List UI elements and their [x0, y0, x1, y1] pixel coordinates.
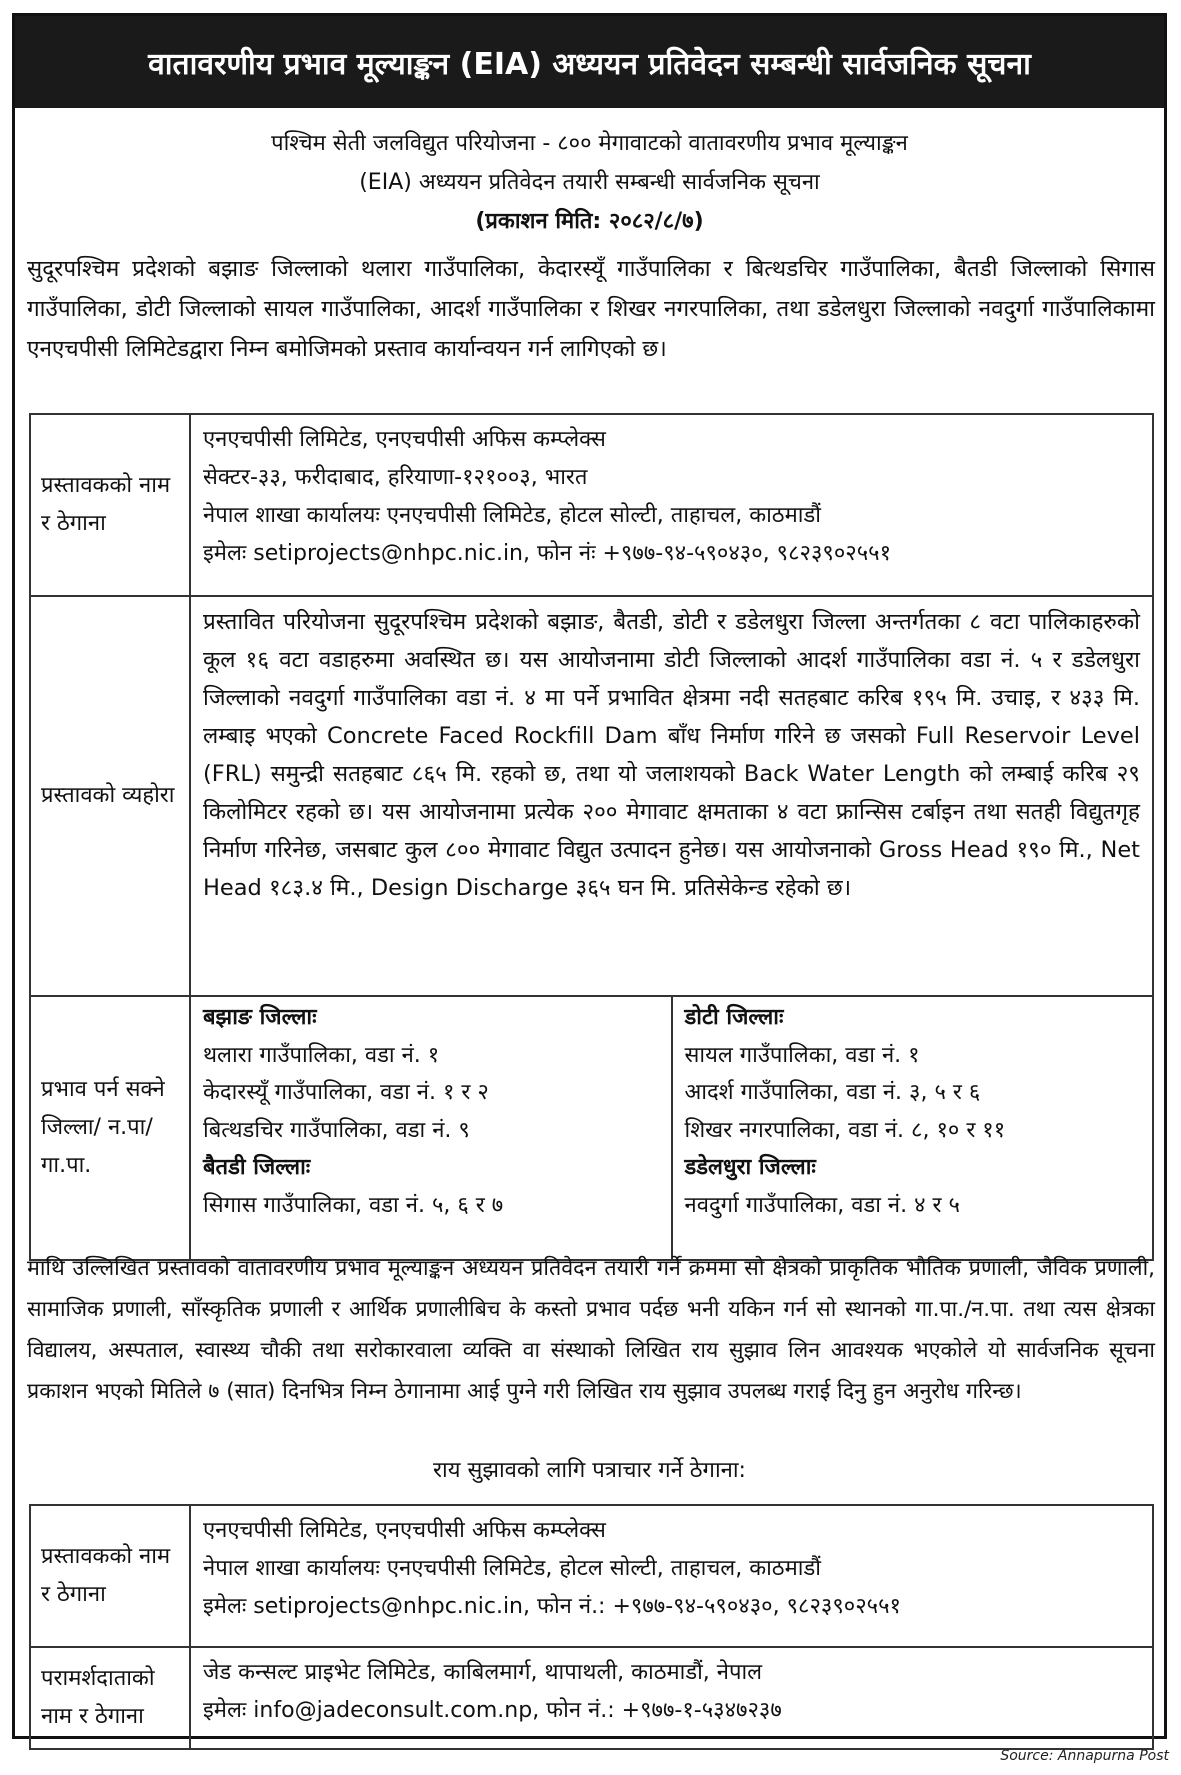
proponent-label: प्रस्तावकको नाम र ठेगाना — [30, 1505, 190, 1647]
proponent-line: एनएचपीसी लिमिटेड, एनएचपीसी अफिस कम्प्लेक्स — [203, 1518, 606, 1543]
consultant-contact: इमेलः info@jadeconsult.com.np, फोन नं.: +९७७-१-५३४७२३७ — [203, 1698, 782, 1723]
proponent-line: एनएचपीसी लिमिटेड, एनएचपीसी अफिस कम्प्लेक्स — [203, 427, 606, 452]
publication-date: (प्रकाशन मिति: २०८२/८/७) — [475, 209, 704, 234]
municipality-item: शिखर नगरपालिका, वडा नं. ८, १० र ११ — [684, 1117, 1006, 1143]
district-heading: डोटी जिल्लाः — [684, 1005, 784, 1030]
proponent-label: प्रस्तावकको नाम र ठेगाना — [30, 414, 190, 596]
district-heading: बझाङ जिल्लाः — [203, 1005, 317, 1030]
notice-banner — [15, 16, 1164, 108]
municipality-item: बित्थडचिर गाउँपालिका, वडा नं. ९ — [203, 1117, 470, 1143]
description-text: प्रस्तावित परियोजना सुदूरपश्चिम प्रदेशको बझाङ, बैतडी, डोटी र डडेलधुरा जिल्ला अन्तर्गतका ८ वटा पालिकाहरुको कूल १६ वटा वडाहरुमा अवस्थित छ। यस आयोजनामा डोटी जिल्लाको आदर्श गाउँपालिका वडा नं. ५ र डडेलधुरा जिल्लाको नवदुर्गा गाउँपालिका वडा नं. ४ मा पर्ने प्रभावित क्षेत्रमा नदी सतहबाट करिब १९५ मि. उचाइ, र ४३३ मि. लम्बाइ भएको Concrete Faced Rockfill Dam बाँध निर्माण गरिने छ जसको Full Reservoir Level (FRL) समुन्द्री सतहबाट ८६५ मि. रहको छ, तथा यो जलाशयको Back Water Length को लम्बाई करिब २९ किलोमिटर रहको छ। यस आयोजनामा प्रत्येक २०० मेगावाट क्षमताका ४ वटा फ्रान्सिस टर्बाइन तथा सतही विद्युतगृह निर्माण गरिनेछ, जसबाट कुल ८०० मेगावाट विद्युत उत्पादन हुनेछ। यस आयोजनाको Gross Head १९० मि., Net Head १८३.४ मि., Design Discharge ३६५ घन मि. प्रतिसेकेन्ड रहेको छ। — [190, 596, 1153, 996]
municipality-item: केदारस्यूँ गाउँपालिका, वडा नं. १ र २ — [203, 1080, 489, 1105]
project-details-table — [29, 413, 1154, 1261]
banner-title: वातावरणीय प्रभाव मूल्याङ्कन (EIA) अध्ययन प्रतिवेदन सम्बन्धी सार्वजनिक सूचना — [148, 46, 1031, 82]
municipality-item: नवदुर्गा गाउँपालिका, वडा नं. ४ र ५ — [684, 1192, 960, 1218]
correspondence-table — [29, 1504, 1154, 1750]
municipality-item: सिगास गाउँपालिका, वडा नं. ५, ६ र ७ — [203, 1192, 504, 1218]
affected-areas-cell — [190, 996, 1153, 1260]
municipality-item: सायल गाउँपालिका, वडा नं. १ — [684, 1042, 920, 1068]
proponent-row — [30, 414, 1153, 596]
affected-label: प्रभाव पर्न सक्ने जिल्ला/ न.पा/ गा.पा. — [30, 996, 190, 1260]
municipality-item: आदर्श गाउँपालिका, वडा नं. ३, ५ र ६ — [684, 1080, 981, 1105]
intro-paragraph: सुदूरपश्चिम प्रदेशको बझाङ जिल्लाको थलारा गाउँपालिका, केदारस्यूँ गाउँपालिका र बित्थडचिर गाउँपालिका, बैतडी जिल्लाको सिगास गाउँपालिका, डोटी जिल्लाको सायल गाउँपालिका, आदर्श गाउँपालिका र शिखर नगरपालिका, तथा डडेलधुरा जिल्लाको नवदुर्गा गाउँपालिकामा एनएचपीसी लिमिटेडद्वारा निम्न बमोजिमको प्रस्ताव कार्यान्वयन गर्न लागिएको छ। — [27, 256, 1155, 362]
subtitle-line-2: (EIA) अध्ययन प्रतिवेदन तयारी सम्बन्धी सार्वजनिक सूचना — [359, 170, 820, 195]
proponent-line: नेपाल शाखा कार्यालयः एनएचपीसी लिमिटेड, होटल सोल्टी, ताहाचल, काठमाडौं — [203, 503, 821, 528]
proponent-line: सेक्टर-३३, फरीदाबाद, हरियाणा-१२१००३, भारत — [203, 465, 588, 490]
proponent-line: नेपाल शाखा कार्यालयः एनएचपीसी लिमिटेड, होटल सोल्टी, ताहाचल, काठमाडौं — [203, 1556, 821, 1581]
proponent-contact-row — [30, 1505, 1153, 1647]
proponent-address — [190, 414, 1153, 596]
consultant-line: जेड कन्सल्ट प्राइभेट लिमिटेड, काबिलमार्ग, थापाथली, काठमाडौं, नेपाल — [203, 1660, 763, 1685]
description-label: प्रस्तावको व्यहोरा — [30, 596, 190, 996]
subtitle-line-1: पश्चिम सेती जलविद्युत परियोजना - ८०० मेगावाटको वातावरणीय प्रभाव मूल्याङ्कन — [271, 131, 908, 156]
district-heading: बैतडी जिल्लाः — [203, 1155, 311, 1180]
consultant-row — [30, 1647, 1153, 1749]
request-paragraph: माथि उल्लिखित प्रस्तावको वातावरणीय प्रभाव मूल्याङ्कन अध्ययन प्रतिवेदन तयारी गर्ने क्रममा सो क्षेत्रको प्राकृतिक भौतिक प्रणाली, जैविक प्रणाली, सामाजिक प्रणाली, साँस्कृतिक प्रणाली र आर्थिक प्रणालीबिच के कस्तो प्रभाव पर्दछ भनी यकिन गर्न सो स्थानको गा.पा./न.पा. तथा त्यस क्षेत्रका विद्यालय, अस्पताल, स्वास्थ्य चौकी तथा सरोकारवाला व्यक्ति वा संस्थाको लिखित राय सुझाव लिन आवश्यक भएकोले यो सार्वजनिक सूचना प्रकाशन भएको मितिले ७ (सात) दिनभित्र निम्न ठेगानामा आई पुग्ने गरी लिखित राय सुझाव उपलब्ध गराई दिनु हुन अनुरोध गरिन्छ। — [27, 1256, 1155, 1404]
proponent-contact: इमेलः setiprojects@nhpc.nic.in, फोन नं.: +९७७-९४-५९०४३०, ९८२३९०२५५१ — [203, 1594, 902, 1619]
description-row — [30, 596, 1153, 996]
public-notice — [12, 13, 1167, 1739]
proponent-contact: इमेलः setiprojects@nhpc.nic.in, फोन नंः +९७७-९४-५९०४३०, ९८२३९०२५५१ — [203, 541, 892, 566]
affected-right-column — [671, 997, 1153, 1259]
consultant-label: परामर्शदाताको नाम र ठेगाना — [30, 1647, 190, 1749]
municipality-item: थलारा गाउँपालिका, वडा नं. १ — [203, 1042, 440, 1068]
consultant-address — [190, 1647, 1153, 1749]
affected-areas-row — [30, 996, 1153, 1260]
proponent-address — [190, 1505, 1153, 1647]
affected-left-column — [191, 997, 671, 1259]
district-heading: डडेलधुरा जिल्लाः — [684, 1155, 816, 1180]
correspondence-heading: राय सुझावको लागि पत्राचार गर्ने ठेगाना: — [433, 1458, 746, 1483]
source-credit: Source: Annapurna Post — [1000, 1748, 1169, 1764]
